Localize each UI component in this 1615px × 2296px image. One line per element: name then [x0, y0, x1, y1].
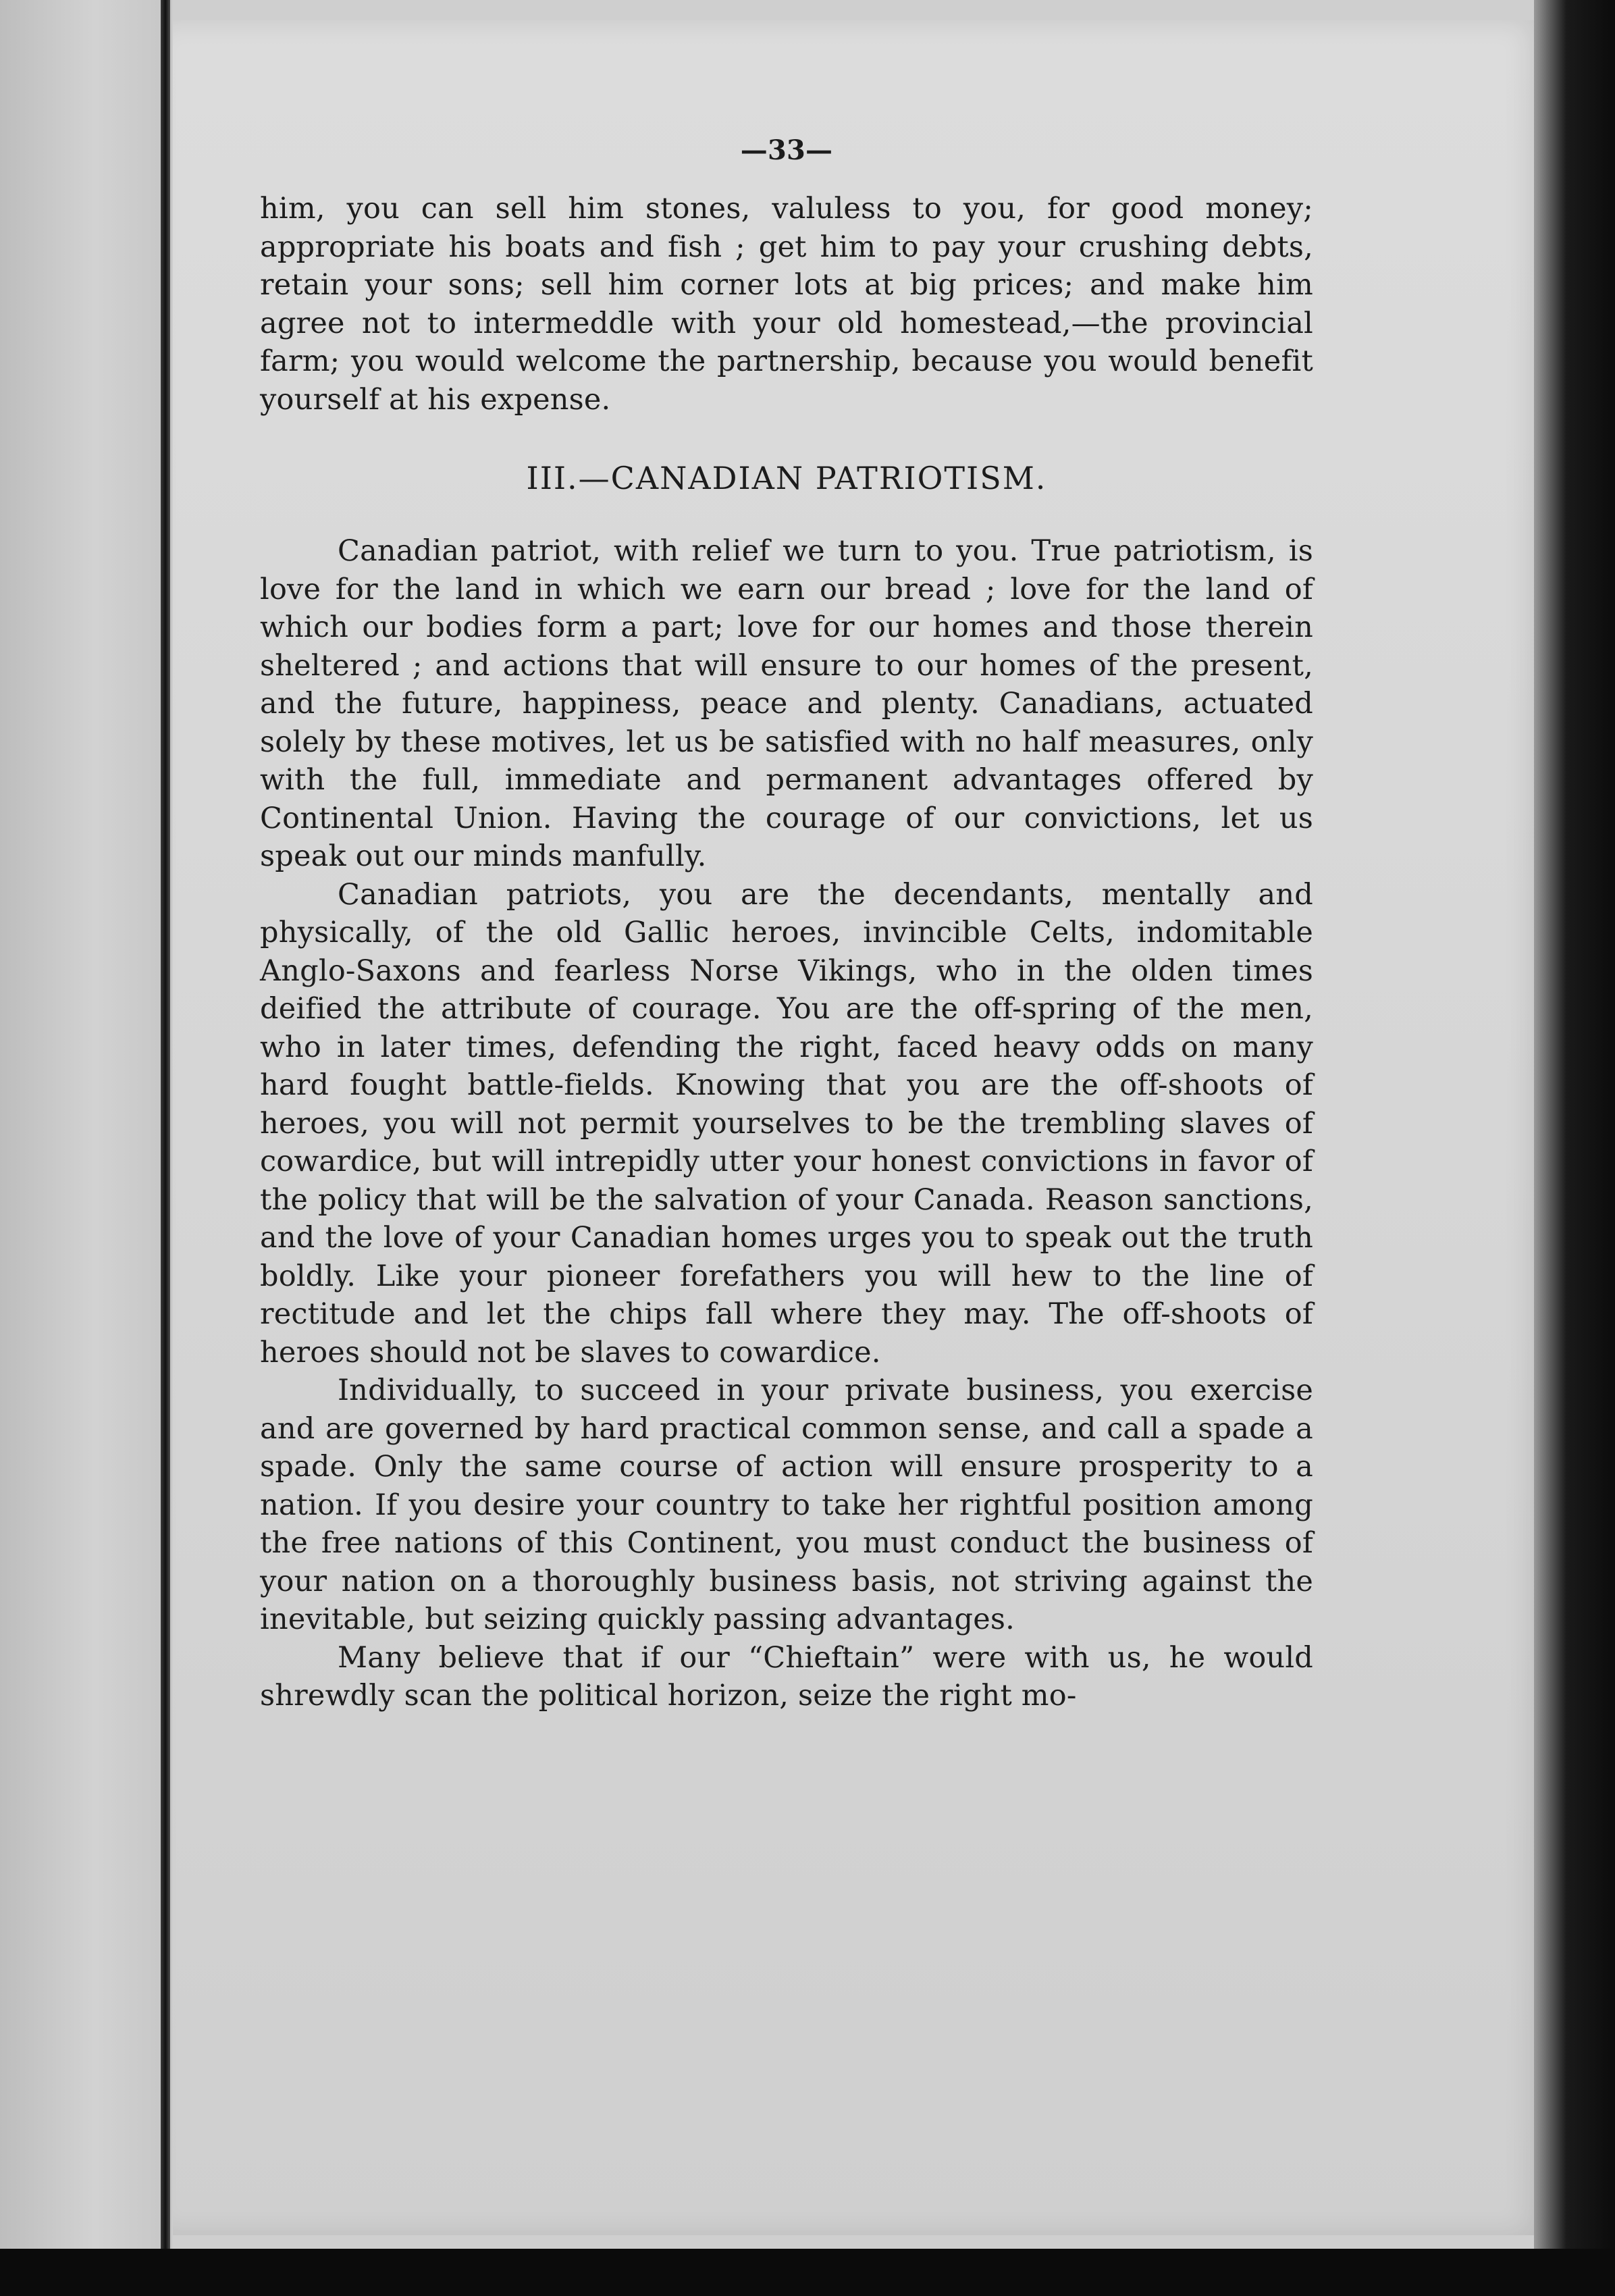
paragraph-3: Individually, to succeed in your private business, you exercise and are governed by hard practical common sense, and call a spade a spade. Only the same course of action will ensure prosperity to a nation. If you desire your country to take her rightful position among the free nations of this Continent, you must conduct the business of your nation on a thoroughly business basis, not striving against the inevitable, but seizing quickly passing advantages.: [260, 1374, 1313, 1636]
right-scan-border: [1534, 0, 1615, 2296]
paragraph-1: Canadian patriot, with relief we turn to you. True patriotism, is love for the land in which we earn our bread ; love for the land of which our bodies form a part; love for our homes and those therein sheltered ; and actions that will ensure to our homes of the present, and the future, happiness, peace and plenty. Canadians, actuated solely by these motives, let us be satisfied with no half measures, only with the full, immediate and permanent advantages offered by Continental Union. Having the courage of our convictions, let us speak out our minds manfully.: [260, 534, 1313, 873]
page-text-block: [260, 132, 1313, 1715]
paragraph-4: Many believe that if our “Chieftain” were with us, he would shrewdly scan the political horizon, seize the right mo-: [260, 1640, 1313, 1713]
paragraph-2: Canadian patriots, you are the decendants, mentally and physically, of the old Gallic heroes, invincible Celts, indomitable Anglo-Saxons and fearless Norse Vikings, who in the olden times deified the attribute of courage. You are the off-spring of the men, who in later times, defending the right, faced heavy odds on many hard fought battle-fields. Knowing that you are the off-shoots of heroes, you will not permit yourselves to be the trembling slaves of cowardice, but will intrepidly utter your honest convictions in favor of the policy that will be the salvation of your Canada. Reason sanctions, and the love of your Canadian homes urges you to speak out the truth boldly. Like your pioneer forefathers you will hew to the line of rectitude and let the chips fall where they may. The off-shoots of heroes should not be slaves to cowardice.: [260, 877, 1313, 1369]
section-heading: III.—CANADIAN PATRIOTISM.: [526, 460, 1047, 496]
left-page-edge: [0, 0, 172, 2296]
page-number: —33—: [740, 134, 833, 166]
opening-paragraph: him, you can sell him stones, valuless to you, for good money; appropriate his boats and fish ; get him to pay your crushing debts, retain your sons; sell him corner lots at big prices; and make him agree not to intermeddle with your old homestead,—the provincial farm; you would welcome the partnership, because you would benefit yourself at his expense.: [260, 192, 1313, 417]
bottom-scan-border: [0, 2249, 1615, 2296]
binding-fold: [161, 0, 170, 2296]
